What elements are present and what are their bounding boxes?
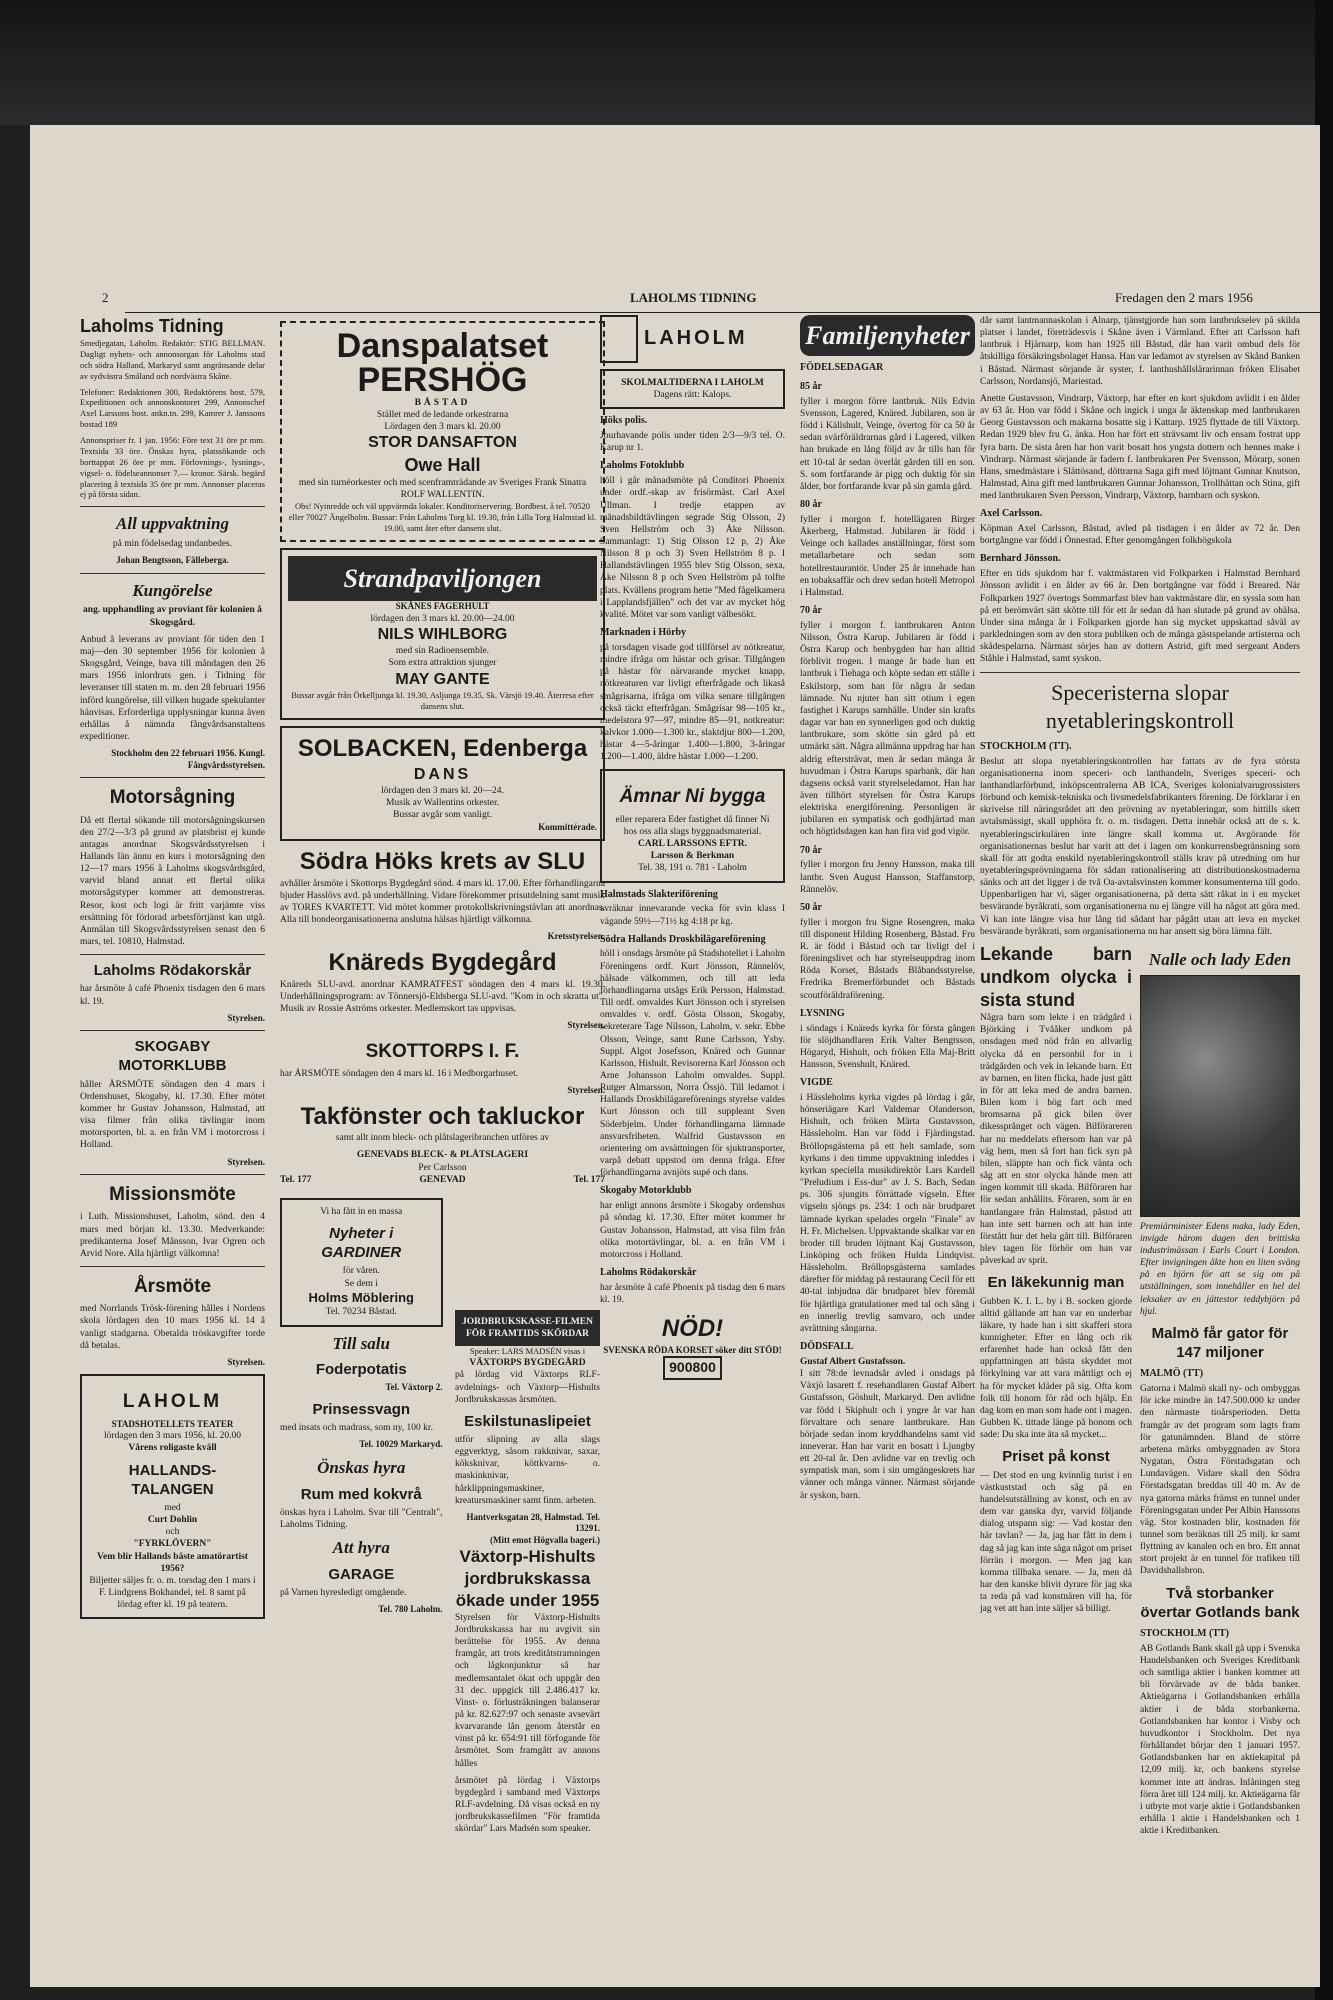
att-hyra: Att hyra	[332, 1538, 390, 1558]
horby-text: på torsdagen visade god tillförsel av nötkreatur, mindre ifråga om hästar och grisar. Tillgången på hästar för närvarande mycket knapp, nötkreaturen var livligt efterfrågade och likaså smågrisarna, ifråga om vilka senare tillgången också täckt efterfrågan. Smågrisar 98—105 kr., medelstora 97—97, mindre 85—91, notkreatur: kalvkor 1.000—1.300 kr., slaktdjur 800—1.200, hästar 4—5-åringar 1.400—1.800, 3-åringar 1.200—1.400, äldre hästar 1.000—1.200.	[600, 642, 785, 763]
jordbruk-sub: Speaker: LARS MADSÉN visas i	[469, 1346, 586, 1357]
divider	[80, 1266, 265, 1267]
hoks-text: Jourhavande polis under tiden 2/3—9/3 tel. O. Karup nr 1.	[600, 431, 785, 454]
garage: GARAGE	[328, 1565, 395, 1583]
strand-with: med sin Radioensemble.	[395, 646, 490, 657]
gardiner-see: Se dem i	[344, 1278, 378, 1289]
gardiner-intro: Vi ha fått in en massa	[320, 1206, 403, 1217]
bank-title: Två storbanker övertar Gotlands bank	[1140, 1584, 1300, 1621]
perskog-tagline: Stället med de ledande orkestrarna	[376, 410, 509, 421]
spec-title: Speceristerna slopar nyetableringskontroll	[1045, 679, 1235, 733]
strand-date: lördagen den 3 mars kl. 20.00—24.00	[370, 613, 515, 624]
jordbruk-place: VÄXTORPS BYGDEGÅRD	[469, 1358, 586, 1369]
nod-postgiro: 900800	[663, 1356, 722, 1380]
nod-title: NÖD!	[661, 1315, 724, 1343]
spec-dateline: STOCKHOLM (TT).	[980, 740, 1072, 752]
tak-tel2: Tel. 177	[573, 1174, 605, 1185]
skogaby-sign: Styrelsen.	[227, 1156, 265, 1167]
amnar-title: Ämnar Ni bygga	[619, 786, 766, 808]
perskog-place: BÅSTAD	[414, 398, 471, 408]
motorsagning-title: Motorsågning	[109, 787, 236, 809]
teater-with: med	[164, 1502, 181, 1513]
newspaper-page	[30, 125, 1320, 1987]
perskog-desc: med sin turnéorkester och med scenframträdande av Sveriges Frank Sinatra ROLF WALLENTIN.	[298, 477, 587, 501]
skolmaltider-title: SKOLMALTIDERNA I LAHOLM	[621, 378, 764, 388]
amnar-text: eller reparera Eder fastighet då finner Ni hos oss alla slags byggnadsmaterial.	[615, 814, 770, 837]
bank-text: AB Gotlands Bank skall gå upp i Svenska Handelsbanken och Sveriges Kreditbank och samtliga aktier i banken kommer att bli förvärvade av de båda banker. Aktieägarna i Gotlandsbanken erhålla aktier i de båda storbankerna. Gotlandsbanken har kontor i Visby och huvudkontor i Stockholm. Det nya förhållandet börjar den 1 januari 1957. Gotlandsbanken har en aktiekapital på 12,09 milj. kr, och bankens styrelse kommer inte att ändras. Inlåningen steg förra året till 124 milj. kr. Aktieägarna får i utbyte mot varje aktie i Gotlandsbanken erhålla 1 aktie i Handelsbanken och 1 aktie i Kreditbanken.	[1140, 1643, 1300, 1837]
kungorelse-sign: Stockholm den 22 februari 1956. Kungl. Fångvårdsstyrelsen.	[111, 748, 265, 770]
onskas-hyra: Önskas hyra	[317, 1457, 406, 1477]
knareds-title: Knäreds Bygdegård	[328, 948, 557, 976]
nod-ad	[600, 1314, 785, 1380]
divider	[980, 672, 1300, 673]
uppvaktning-sign: Johan Bengtsson, Fälleberga.	[116, 555, 229, 566]
kungorelse-sub: ang. upphandling av proviant för kolonien å Skogsgård.	[83, 605, 262, 628]
text-70a: fyller i morgon f. lantbrukaren Anton Nilsson, Östra Karup. Jubilaren är född i Östra Karup och benbygden har han alltid förblivit trogen. I mange år bade han ett lantbruk i Tiehaga och köpte sedan ett ställe i Eskilstorp, som han för några år sedan lämnade. Nu njuter han sitt otium i egen fastighet i Karups samhälle. Under sin krafts dagar var han en synnerligen god och duktig lantbrukare, som skötte sin gård på ett utmärkt sätt. Några allmänna uppdrag har han aldrig eftersträvat, men år sedan mänga år huvudman i Östra Karups sparbank, där han dagsens också varit styrelseledamot. Han har även tillhört styrelsen för Östra Karups elektriska energiförening. Personligen är jubilaren en sympatisk och godhjärtad man och högtidsdagen kan han fira vid god vigör.	[800, 620, 975, 838]
scan-background-top	[0, 0, 1333, 125]
teater-star: Curt Dohlin	[147, 1515, 198, 1526]
gardiner-title: Nyheter i GARDINER	[321, 1225, 402, 1262]
skottorps-sign: Styrelsen.	[567, 1085, 605, 1096]
eskil-text: utför slipning av alla slags eggverktyg, såsom rakknivar, saxar, köksknivar, köttkvarns- o. maskinknivar, hårklippningsmaskiner, kreatursmaskiner samt finm. arbeten.	[455, 1435, 600, 1506]
strand-title: Strandpaviljongen	[288, 556, 597, 601]
tak-company: GENEVADS BLECK- & PLÅTSLAGERI	[356, 1150, 529, 1161]
garage-text: på Varnen hyresledigt omgående.	[280, 1588, 407, 1599]
bank-dateline: STOCKHOLM (TT)	[1140, 1628, 1229, 1639]
lower-left	[980, 943, 1132, 1842]
arsmote-sign: Styrelsen.	[227, 1356, 265, 1367]
gardiner-tel: Tel. 70234 Båstad.	[325, 1307, 397, 1318]
uppvaktning-title: All uppvaktning	[116, 514, 229, 534]
horby-title: Marknaden i Hörby	[600, 627, 687, 639]
col5-text-4: Efter en tids sjukdom har f. vaktmästaren vid Folkparken i Halmstad Bernhard Jönsson avlidit i en ålder av 66 år. Den bortgångne var född i Breared. När Folkparken 1927 övertogs Sommarfast blev han vaktmästare där, en syssla som han på ett berömvärt sätt skötte till för ett år sedan då han slutade på grund av ohälsa. Under sina många år i Folkparken gjorde han sig mycket uppskattad såväl av parkledningen som av den stora publiken och de många gästspelande artisterna och skådespelarna. Närmast sörjes han av dottern Astrid, gift med sergeant Anders Ståhle i Halmstad, samt syskon.	[980, 569, 1300, 665]
skottorps-text: har ÅRSMÖTE söndagen den 4 mars kl. 16 i Medborgarhuset.	[280, 1068, 519, 1079]
lysning-heading: LYSNING	[800, 1007, 845, 1019]
coat-of-arms-icon	[600, 315, 638, 363]
tak-text: samt allt inom bleck- och plåtslageribranchen utföres av	[335, 1133, 550, 1144]
tak-owner: Per Carlsson	[418, 1162, 467, 1173]
prinsessvagn: Prinsessvagn	[312, 1400, 411, 1418]
rodakors2-text: har årsmöte å café Phoenix på tisdag den 6 mars kl. 19.	[600, 1282, 785, 1305]
rum-kokvra: Rum med kokvrå	[300, 1485, 422, 1503]
page-number: 2	[102, 290, 109, 305]
perskog-ad	[280, 321, 605, 542]
text-50: fyller i morgon fru Signe Rosengren, maka till disponent Hilding Rosenberg, Båstad. Fru R. är född i Båstad och tar livligt del i föreningslivet och har styrelseuppdrag inom Röda Korset, Båstads Blåbandsstyrelse, Fredrika Bremerförbundet och Båstads scoutföräldraförening.	[800, 917, 975, 1001]
solbacken-date: lördagen den 3 mars kl. 20—24.	[381, 786, 504, 797]
teater-group: "FYRKLÖVERN"	[133, 1539, 212, 1550]
sodrahoks-title: Södra Höks krets av SLU	[299, 848, 586, 876]
perskog-title: Danspalatset PERSHÖG	[336, 327, 549, 399]
tak-place: GENEVAD	[419, 1174, 466, 1185]
skogaby-text: håller ÅRSMÖTE söndagen den 4 mars i Ordenshuset, Skogaby, kl. 17.30. Efter mötet kommer hr Gustav Johansson, Halmstad, att visa filmer från olika tävlingar inom motorsporten, bl. a. en från VM i motorcross i Holland.	[80, 1079, 265, 1151]
malmo-title: Malmö får gator för 147 miljoner	[1151, 1324, 1289, 1362]
kungorelse-text: Anbud å leverans av proviant för tiden den 1 maj—den 30 september 1956 för kolonien å Skogsgård, Veinge, bava till måndagen den 26 mars 1956 inlordrats gen. i Tidning för leveranser till staten m. m. den 28 februari 1956 införd kungörelse, till vilken hugade spekulanter hänvisas. Erforderliga upplysningar kunna även erhållas å nämnda fångvårdsanstaltens expeditioner.	[80, 634, 265, 743]
pris-title: Priset på konst	[1002, 1448, 1110, 1466]
laholm-logo-block	[600, 315, 785, 363]
lekande-text: Några barn som lekte i en trädgård i Björkäng i Tvååker undkom på onsdagen med nöd från en allvarlig olycka då en personbil for in i trädgården och vek in lekande barn. Ett av barnen, en liten flicka, hade just gått in för att leka med de andra barnen. Bilen kom i hög fart och med bromsarna på gick bilen över dikessprånget och vägen. Bilförareren har nu meddelats eftersom han var på väg hem, men så fort han fick syn på bilen, släppte han och fick vänta och såg att en stor olycka hände men att ingen kommit till skada. Bilföraren har för sedan anhållits. Föraren, som är en hantlangare från Halmstad, påstod att han inte sett barnen och att han inte förstått hur det hela gått till. Bilföraren blev tagen för förhör om han var påverkad av sprit.	[980, 1013, 1132, 1267]
arsmote-title: Årsmöte	[133, 1276, 212, 1298]
eskil-sign: Hantverksgatan 28, Halmstad. Tel. 13291.	[466, 1511, 600, 1534]
gardiner-ad	[280, 1198, 443, 1327]
lower-right	[1140, 943, 1300, 1842]
motorsagning-text: Då ett flertal sökande till motorsågningskursen den 27/2—3/3 på grund av platsbrist ej kunde antagas anordnar Skogsvårdsstyrelsen i Hallands län ännu en kurs i motorsågning den 12—17 mars 1956 å Laholms skogsvårdsgård, varvid bland annat ett flertal olika motorsågstyper kommer att demonstreras. Resor, kost och logi är fritt varjämte viss ersättning för förlorad arbetsförtjänst kan utgå. Anmälan till Skogsvårdsstyrelsen senast den 6 mars, tel. 10810, Halmstad.	[80, 815, 265, 948]
col5-name-4: Bernhard Jönsson.	[980, 553, 1061, 565]
amnar-ad	[600, 769, 785, 882]
foderpotatis-tel: Tel. Växtorp 2.	[385, 1382, 443, 1393]
masthead: Laholms Tidning	[80, 316, 224, 336]
teater-tickets: Biljetter säljes fr. o. m. torsdag den 1 mars i F. Lindgrens Bokhandel, tel. 8 samt på lördag efter kl. 19 på teatern.	[89, 1575, 256, 1611]
till-salu: Till salu	[332, 1333, 390, 1353]
text-85: fyller i morgon förre lantbruk. Nils Edvin Svensson, Lagered, Knäred. Jubilaren, son är född i Källshult, Veinge, övertog för ca 50 år sedan svärföräldrarnas gård i Lagered, vilken han brukade en lång följd av år tills han för ett 10-tal år sedan överlät gården till en son. S. som fortfarande är pigg och duktig för sin ålder, bor fortfarande kvar på sin gamla gård.	[800, 396, 975, 492]
missionsmote-text: i Luth. Missionshuset, Laholm, sönd. den 4 mars med början kl. 13.30. Medverkande: predikanterna Josef Månsson, Ivar Ogren och Arvid Nore. Alla hjärtligt välkomna!	[80, 1212, 265, 1259]
teater-and: och	[165, 1527, 180, 1538]
divider	[80, 1174, 265, 1175]
perskog-event: STOR DANSAFTON	[368, 434, 517, 452]
prinsessvagn-text: med insats och madrass, som ny, 100 kr.	[280, 1423, 433, 1434]
strand-singer: MAY GANTE	[395, 670, 490, 688]
familj-title: Familjenyheter	[800, 315, 975, 356]
solbacken-music: Musik av Wallentins orkester.	[385, 798, 500, 809]
rodakorskar-text: har årsmöte å café Phoenix tisdagen den 6 mars kl. 19.	[80, 984, 265, 1007]
slakt-text: avräknar innevarande vecka för svin klass I vägande 59½—71½ kg 4:18 pr kg.	[600, 904, 785, 927]
column-3	[600, 315, 785, 1975]
teater-date: lördagen den 3 mars 1956, kl. 20.00	[104, 1431, 241, 1442]
issue-date: Fredagen den 2 mars 1956	[1115, 290, 1253, 305]
age-70b: 70 år	[800, 844, 822, 856]
eskil-title: Eskilstunaslipeiet	[464, 1412, 591, 1430]
nalle-caption: Premiärminister Edens maka, lady Eden, invigde härom dagen den brittiska industrimässan i Earls Court i London. Efter invigningen åkte hon en liten sväng på en björn för att se sig om på utställningen, som innehåller en hel del leksaker av en jättestor teddybjörn på hjul.	[1140, 1221, 1300, 1317]
age-85: 85 år	[800, 381, 822, 393]
amnar-owners: Larsson & Berkman	[650, 851, 735, 862]
garage-tel: Tel. 780 Laholm.	[378, 1604, 443, 1615]
sodrahoks-text: avhåller årsmöte i Skottorps Bygdegård sönd. 4 mars kl. 17.00. Efter förhandlingarna bjuder Hasslövs avd. på underhållning. Vidare förekommer prisutdelning samt musik av TORES KVARTETT. Vid mötet kommer protokollskrivningstävlan att anordnas. Alla till bondeorganisationerna anslutna hälsas hjärtligt välkomna.	[280, 878, 605, 926]
rodakorskar-title: Laholms Rödakorskår	[93, 962, 252, 980]
arsmote-text: med Norrlands Trösk-förening hålles i Nordens skola lördagen den 10 mars 1956 kl. 14 å vanligt stadgarna. Obetalda tröskavgifter torde då betalas.	[80, 1304, 265, 1351]
tak-contacts	[280, 1174, 605, 1186]
malmo-text: Gatorna i Malmö skall ny- och ombyggas för icke mindre än 147.500.000 kr under den närmaste tioårsperioden. Detta framgår av det program som lagts fram för gatunämnden. Bland de större arbetena märks ombyggnaden av Stora Nygatan, Östra Förstadsgatan och Lundavägen. Vidare skall den Södra Förstadsgatan breddas till 40 m. Av de nya gatorna märks främst en tunnel under Föreningsgatan under Per Albin Hanssons väg. Stor kostnaden blir, kostnaden för tunnel som beräknas till 25 milj. kr samt flyttning av kanalen och en bro. Ett annat stort projekt är en tunnel för trafiken till Davidshallsbron.	[1140, 1384, 1300, 1577]
perskog-date: Lördagen den 3 mars kl. 20.00	[384, 422, 501, 433]
gardiner-shop: Holms Möblering	[308, 1289, 414, 1305]
amnar-tel: Tel. 38, 191 o. 781 - Laholm	[638, 863, 747, 874]
jordbruk-title: JORDBRUKSKASSE-FILMEN FÖR FRAMTIDS SKÖRDAR	[455, 1310, 600, 1346]
solbacken-sign: Kommittérade.	[538, 821, 597, 832]
masthead-info: Smedjegatan, Laholm. Redaktör: STIG BELLMAN. Dagligt nyhets- och annonsorgan för Laholms stad och södra Halland, Markaryd samt angränsande delar av sydvästra Småland och nordvästra Skåne.	[80, 338, 265, 381]
divider	[80, 1030, 265, 1031]
dods-heading: DÖDSFALL	[800, 1341, 854, 1353]
gardiner-sub: för våren.	[342, 1266, 380, 1277]
sodrahoks-sign: Kretsstyrelsen.	[547, 931, 605, 942]
skogaby2-text: har enligt annons årsmöte i Skogaby ordenshus på söndag kl. 17.30. Efter mötet kommer hr Gustav Johansson, Halmstad, att visa film från olika motortävlingar, bl. a. en från VM i motorcross i Holland.	[600, 1201, 785, 1260]
skolmaltider-box	[600, 369, 785, 409]
teater-sub: STADSHOTELLETS TEATER	[111, 1418, 234, 1429]
slakt-title: Halmstads Slakteriförening	[600, 888, 718, 900]
col5-name-3: Axel Carlsson.	[980, 508, 1043, 520]
skolmaltider-text: Dagens rätt: Kalops.	[653, 390, 732, 401]
small-ads-left	[280, 1192, 443, 1616]
teater-question: Vem blir Hallands bäste amatörartist 1956?	[97, 1551, 248, 1574]
col5-text-2: Anette Gustavsson, Vindrarp, Växtorp, har efter en kort sjukdom avlidit i en ålder av 63 år. Hon var född i Skåne och ingick i unga år äktenskap med lantbrukaren Georg Gustavsson och makarna bosatte sig i Kattarp. 1925 flyttade de till Växtorp. Redan 1929 blev fru G. änka. Hon har fört ett strävsamt liv och ensam fostrat upp fyra barn. De sista åren har hon varit bosatt hos yngsta dottern och hennes make i Vindrarp. Närmast sörjande är fadern f. lantbrukaren Per Svensson, Mörarp, sonen Hans, smedmästare i Slättösand, döttrarna Saga gift med löjtnant Gunnar Knutson, Halmstad, Aina gift med lantbrukaren Gunnar Johansson, Trollhättan och Stina, gift med lantbrukaren Sven Persson, Vindrarp, Växtorp, barnbarn och syskon.	[980, 393, 1300, 502]
nod-sub: SVENSKA RÖDA KORSET söker ditt STÖD!	[603, 1344, 782, 1355]
skottorps-title: SKOTTORPS I. F.	[365, 1040, 520, 1062]
divider	[80, 506, 265, 507]
tak-title: Takfönster och takluckor	[300, 1102, 585, 1130]
strand-sub: SKÅNES FAGERHULT	[395, 601, 490, 612]
vigde-heading: VIGDE	[800, 1077, 833, 1089]
dods-name: Gustaf Albert Gustafsson.	[800, 1356, 906, 1367]
solbacken-title: SOLBACKEN, Edenberga	[297, 734, 588, 762]
knareds-text: Knäreds SLU-avd. anordnar KAMRATFEST söndagen den 4 mars kl. 19.30. Underhållningsprogram: av Tönnersjö-Eldsberga SLU-avd. "Kom in och skratta ut". Musik av Rossie Aströms orkester. Medlemskort tas uppvisas.	[280, 979, 605, 1014]
jordbruk-text: på lördag vid Växtorps RLF-avdelnings- och Växtorp—Hishults Jordbrukskassas årsmöten.	[455, 1370, 600, 1405]
lekande-title: Lekande barn undkom olycka i sista stund	[980, 943, 1132, 1011]
rodakorskar-sign: Styrelsen.	[227, 1012, 265, 1023]
strand-artist: NILS WIHLBORG	[377, 625, 508, 643]
strand-bus: Bussar avgår från Örkelljunga kl. 19.30, Asljunga 19.35, Sk. Värsjö 19.40. Återresa efter dansens slut.	[291, 690, 594, 711]
lower-split	[980, 943, 1300, 1842]
teater-play: HALLANDS-TALANGEN	[128, 1461, 217, 1498]
column-4	[800, 315, 975, 1975]
paper-name: LAHOLMS TIDNING	[630, 290, 757, 305]
teater-title: LAHOLM	[122, 1391, 223, 1413]
col5-text-1: dår samt lantmannaskolan i Alnarp, tjänstgjorde han som lantbrukselev på skilda platser i landet, företrädesvis i Skåne även i Värmland. Efter att Carlsson haft lantbruk i Hjärnarp, kom han 1925 till Båstad, där han varit ombud dels för åtskilliga försäkringsbolaget Hansa. Han var ledamot av styrelsen av Skånd Banken i Båstad. Närmast sörjande är syster, f. lanthushållslärarinnan fröken Elisabet Carlsson, Nordansjö, Mariestad.	[980, 316, 1300, 387]
foderpotatis: Foderpotatis	[315, 1361, 407, 1379]
malmo-dateline: MALMÖ (TT)	[1140, 1368, 1204, 1380]
knareds-sign: Styrelsen.	[567, 1020, 605, 1031]
nalle-title: Nalle och lady Eden	[1148, 949, 1292, 969]
skogaby-title: SKOGABY MOTORKLUBB	[118, 1038, 227, 1075]
lysning-text: i söndags i Knäreds kyrka för första gången för slöjdhandlaren Erik Valter Bengtsson, Högaryd, Hishult, och fröken Ella Maj-Britt Hansson, Svenshult, Knäred.	[800, 1023, 975, 1071]
column-1	[80, 315, 265, 1975]
col5-text-3: Köpman Axel Carlsson, Båstad, avled på tisdagen i en ålder av 72 år. Den bortgångne var född i Önnestad. Efter genomgången folkhögskola	[980, 524, 1300, 547]
text-80: fyller i morgon f. hotellägaren Birger Åkerberg, Halmstad. Jubilaren är född i Veinge och kallades anställningar, först som metallarbetare och sedan som hotellrestaurantör. Under 25 år innehade han en tobaksaffär och drev sedan hotell Metropol i Halmstad.	[800, 514, 975, 598]
solbacken-bus: Bussar avgår som vanligt.	[393, 810, 492, 821]
amnar-company: CARL LARSSONS EFTR.	[637, 839, 747, 850]
lakare-title: En läkekunnig man	[987, 1274, 1125, 1292]
age-70a: 70 år	[800, 605, 822, 616]
rum-text: önskas hyra i Laholm. Svar till "Centralt", Laholms Tidning.	[280, 1507, 443, 1530]
rodakors2-title: Laholms Rödakorskår	[600, 1267, 697, 1278]
pris-text: — Det stod en ung kvinnlig turist i en västkuststad och såg på en handelsutställning av konst, och en av dem var ganska dyr, varvid följande dialog utspann sig: — Vad kostar den här tavlan? — Ja, jag har fått in dem i dag så jag kan inte säga något om priset förrän i morgon. — Men jag kan komma tillbaka senare. — Ja, men då har den kanske blivit dyrare för jag ska ta reda på vad konstnären vill ha, för jag vet att han inte säljer så billigt.	[980, 1470, 1132, 1615]
fotoklubb-title: Laholms Fotoklubb	[600, 460, 685, 472]
fodelse-heading: FÖDELSEDAGAR	[800, 362, 884, 374]
vaxtorp-text: Styrelsen för Växtorp-Hishults Jordbrukskassa har nu avgivit sin berättelse för 1955. Av denna framgår, att trots kreditåtstramningen och lågkonjunktur så har medlemsantalet ökat och uppgår den 31 dec. uppgick till 2.486.417 kr. Vinst- o. förlusträkningen balanserar på kr. 82.627:97 och senaste avsevärt kvarvarande lån genom återstår en vinst på kr. 654:91 till förfogande för årsmötet. Som framgått av annons hålles	[455, 1612, 600, 1769]
uppvaktning-text: på min födelsedag undanbedes.	[112, 539, 233, 550]
vigde-text: i Hässleholms kyrka vigdes på lördag i går, hönseriägare Karl Valdemar Olanderson, Hishult, och fröken Märta Gustavsson, Hässleholm. Han var född i Fjärdingstad. Bröllopsgästerna på ett helt samlade, som kyrkans i den timme uppvaktning inleddes i kyrkan speciella musikdirektör Lars Kardell "Preludium i Ess-dur" av J. S. Bach, Sedan ps. 306 sjungits förrättade vigseln. Efter vigseln sjöngs ps. 234: 1 och när brudparet lämnade kyrkan spelades orgeln "Finale" av H. Fr. Michelsen. Uppvaktande skalkar var en broder till bruden löjtnant Kaj Gustavsson, Linköping och fröken Hulda Lindqvist. Hässleholm. Bröllopsgästerna samlades därefter för middag på restaurang Cecil för ett 40-tal inbjudna där brudparet blev föremål för hjärtliga gratulationer med tal och sång i en innerlig trevlig samvaro, och under avrättning sångarna.	[800, 1092, 975, 1334]
lakare-text: Gubben K. I. L. by i B. socken gjorde alltid gällande att han var en underbar läkare, ty hade han i sitt skafferi stora kunnigheter. Efter en lång och rik erfarenhet hade han också fått den uppfattningen att bästa skyddet mot förkylning var att vara måttligt och ej ha för mycket kläder på sig. Ofta kom folk till honom för råd och hjälp. En dag kom en man som hade ont i magen. Gubben K. tittade länge på honom och sade: Du ska inte äta så mycket...	[980, 1296, 1132, 1441]
laholm-logo: LAHOLM	[644, 327, 748, 350]
eskil-note: (Mitt emot Högvalla bageri.)	[490, 1534, 600, 1545]
strand-ad	[280, 548, 605, 720]
column-5	[980, 315, 1300, 1975]
strand-extra: Som extra attraktion sjunger	[388, 658, 497, 669]
column-2b	[455, 1310, 600, 1970]
phone-list: Telefoner: Redaktionen 300, Redaktörens bost. 579, Expeditionen och annonskontoret 299, Annonschef Axel Larssons bost. ankn.tn. 299, Kamrer J. Janssons bostad 189	[80, 386, 265, 430]
skogaby2-title: Skogaby Motorklubb	[600, 1185, 692, 1197]
tak-tel: Tel. 177	[280, 1174, 312, 1185]
divider	[80, 573, 265, 574]
prinsessvagn-tel: Tel. 10029 Markaryd.	[359, 1439, 443, 1450]
perskog-artist: Owe Hall	[404, 454, 481, 475]
text-70b: fyller i morgon fru Jenny Hansson, maka till lantbr. Sven August Hansson, Staffanstorp, Rännelöv.	[800, 860, 975, 895]
hoks-title: Höks polis.	[600, 415, 648, 427]
vaxtorp-cont: årsmötet på lördag i Växtorps bygdegård i samband med Växtorps RLF-avdelning. Då visas också en ny jordbrukskassefilmen "För framtida skördar" Lars Madsén som speaker.	[455, 1775, 600, 1835]
divider	[80, 954, 265, 955]
spec-text: Beslut att slopa nyetableringskontrollen har fattats av de fyra största organisationerna inom speceri- och lanthandeln, Sveriges speceri- och lanthandlarförbund, inköpscentralerna AB ICA, Sveriges kolonialvarugrossisters förbund och kemisk-tekniska och livsmedelsfabrikanters förening. De förklarar i en skrivelse till näringsrådet att den prövning av nyetableringar, som hittills skett avtalsmässigt, skall upphöra fr. o. m. tisdagen. Detta innebär också att de s. k. nyetableringscirkulären inte längre skall komma ut. Avgörande för organisationernas beslut har varit att det i lagen om konkurrensbegränsning som skall för att godta enskild nyetableringskontroll ställs krav på utredning om hur nyetableringsprövningarna för sådan rationalisering att distributionskostnaderna sänks och att det ligger i de två Oa-avtalsvinsten kommer konsumenterna till godo. Uppenbarligen har vi, säger organisationerna, på detta sätt råkat in i en mycket besvärande byråkrati, som organisationerna nu ej längre vill ha något att göra med. Vi kan inte längre visa hur lång tid sådant har pågått utan att leva en mycket besvärande byråkrati, som organisationerna nu har ansett sig böra lämna fält.	[980, 756, 1300, 937]
teater-ad	[80, 1374, 265, 1619]
missionsmote-title: Missionsmöte	[109, 1184, 236, 1206]
age-50: 50 år	[800, 901, 822, 913]
vaxtorp-title: Växtorp-Hishults jordbrukskassa ökade under 1955	[455, 1547, 600, 1610]
ad-prices: Annonspriser fr. 1 jan. 1956: Före text 31 öre pr mm. Textsida 33 öre. Önskas hyra, platssökande och borttappat 26 öre pr mm. Förlovnings-, lysnings-, vigsel- o. födelseannonser 7.— kronor. Särsk. begärd placering å textsida 35 öre pr mm. Annonser placeras ej på första sidan.	[80, 435, 265, 500]
drosk-text: höll i onsdags årsmöte på Stadshotellet i Laholm Föreningens ordf. Kurt Jönsson, Rännelöv, hälsade välkommen, och till att leda förhandlingarna utsågs Erik Persson, Halmstad. Till ordf. omvaldes Kurt Jönsson och i styrelsen omvaldes v. ordf. Gösta Olsson, Skogaby, sekreterare Tage Nilsson, Laholm, v. sekr. Ebbe Olsson, Veinge, samt Rune Carlsson, Ysby. Suppl. Algot Josefsson, Knäred och Gunnar Karlsson, Hishult. Revisorerna Karl Jönsson och Arne Johansson Laholm omvaldes. Suppl. Rutger Almarsson, Norra Össjö. Till ledamot i Hallands Droskbilägareförenings styrelse valdes Kurt Jönsson och till suppleant Sven Söderbjelm. Under förhandlingarna lämnade ansvarsfriheten. Walfrid Gustavsson en orientering om avsättningen för sjuktransporter, varpå debatt uppstod om denna fråga. Efter förhandlingarna avnjöts supé och dans.	[600, 949, 785, 1179]
photo	[1140, 975, 1300, 1217]
teater-intro: Vårens roligaste kväll	[128, 1443, 217, 1454]
solbacken-ad	[280, 726, 605, 841]
divider	[80, 777, 265, 778]
kungorelse-title: Kungörelse	[132, 580, 213, 600]
drosk-title: Södra Hallands Droskbilägareförening	[600, 933, 766, 945]
age-80: 80 år	[800, 499, 822, 511]
header-rule	[125, 312, 1320, 313]
solbacken-event: DANS	[413, 765, 472, 783]
perskog-note: Obs! Nyinredde och väl uppvärmda lokaler. Konditoriservering. Bordbest. å tel. 70520 eller 70027 Ängelholm. Bussar: Från Laholms Torg kl. 19.30, från Lilla Torg Halmstad kl. 19.00, samt åter efter dansens slut.	[288, 501, 597, 534]
fotoklubb-text: höll i går månadsmöte på Conditori Phoenix under ordf.-skap av frisörmäst. Carl Axel Ullman. I tredje etappen av månadsbildtävlingen segrade Stig Olsson, 2) Sven Hellström och 3) Åke Nilsson. Sammanlagt: 1) Stig Olsson 12 p, 2) Åke Nilsson 8 p och 3) Sven Hellström 8 p. I Hallandstävlingen 1955 blev Stig Olsson, sexa, Åke Nilsson 8 p och Sven Hellström på tolfte plats. Kvällens program hette "Med fågelkamera i Lapplandsfjällen" och det var av mycket hög kvalité. Mötet var som vanligt välbesökt.	[600, 476, 785, 620]
dods-text: I sitt 78:de levnadsår avled i onsdags på Växjö lasarett f. resehandlaren Gustaf Albert Gustafsson, Göshult, Markaryd. Den avlidne var född i Skiphult och i yngre år var han förvaltare och senare lantbrukare. Han började sedan inom kryddhandelns samt vid inneverar. Han har varit en bosatt i Ljungby ett 20-tal år. Den avlidne var en trevlig och sympatisk man, som i sin umgängeskrets har vänner och många vänner. Närmast sörjande är syskon, barn.	[800, 1369, 975, 1501]
